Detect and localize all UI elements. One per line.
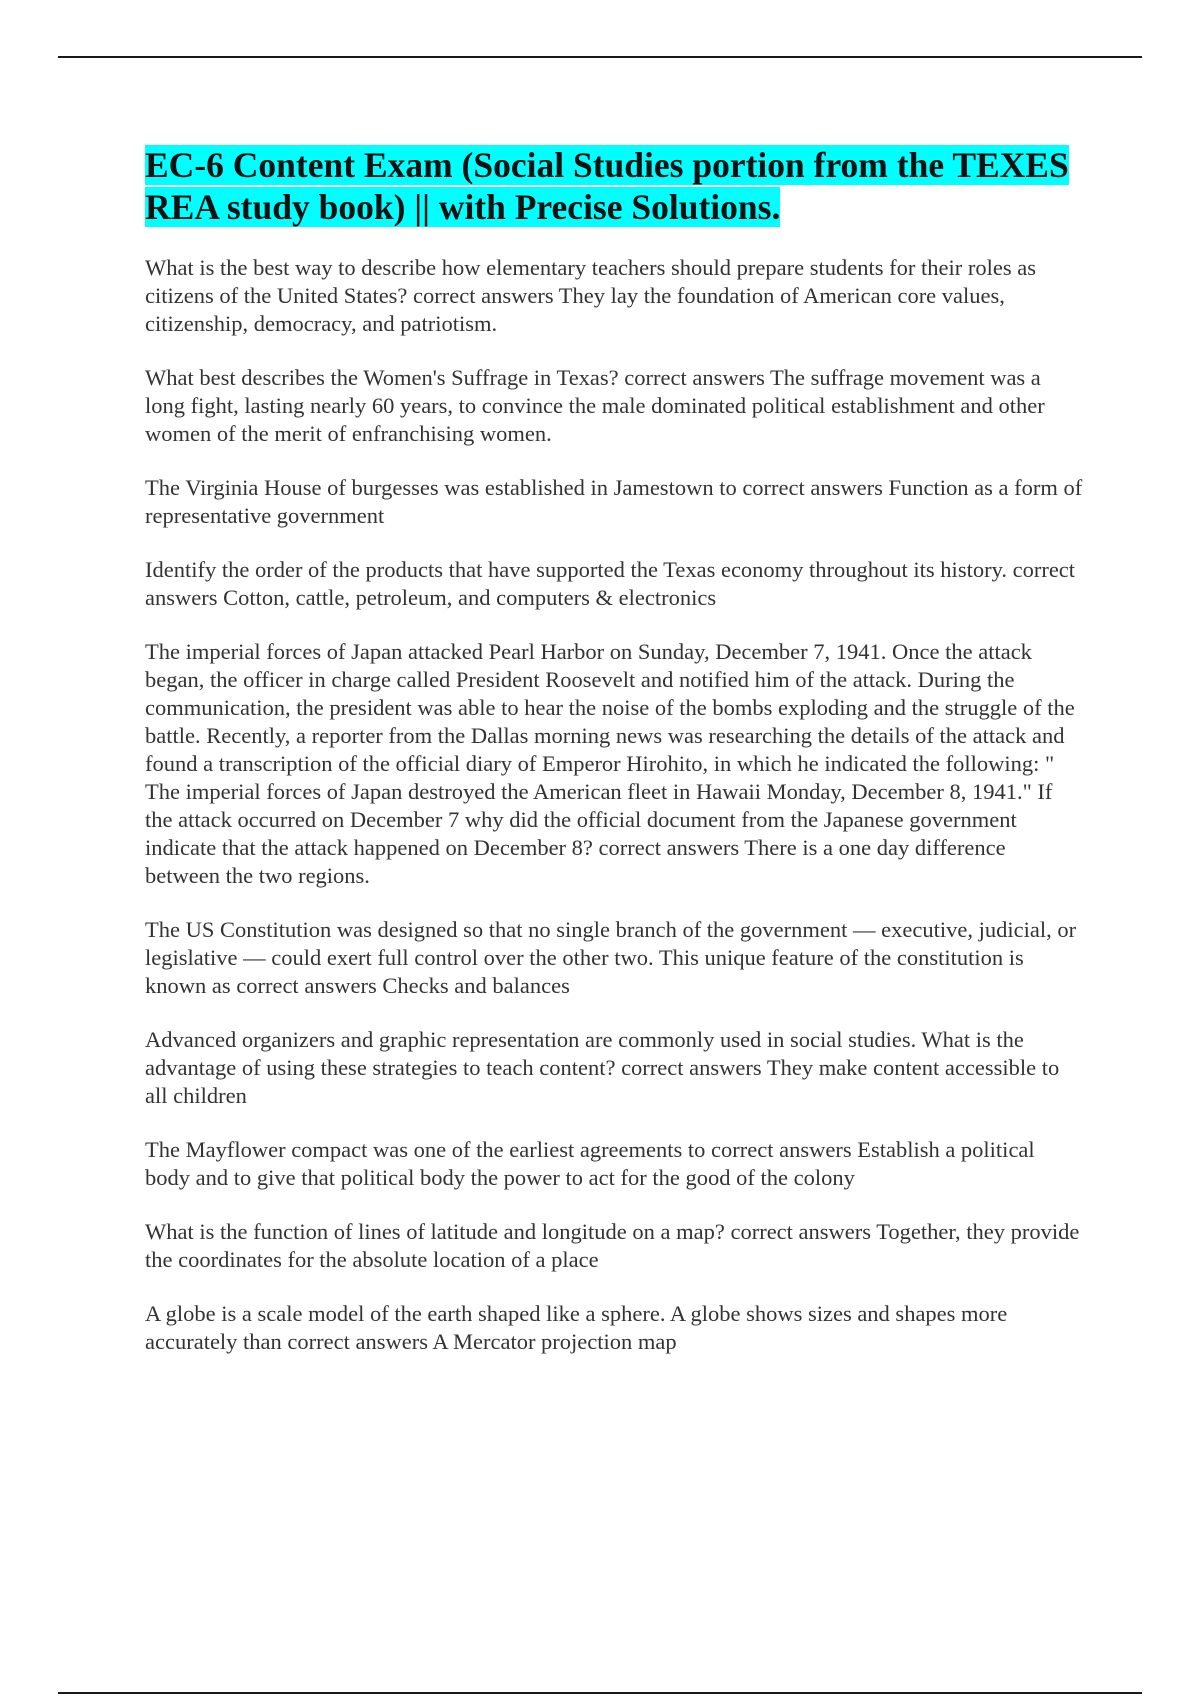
qa-item: A globe is a scale model of the earth shaped like a sphere. A globe shows sizes and shapes more accurately than correct answers A Mercator projection map xyxy=(145,1301,1008,1354)
document-title xyxy=(145,144,1085,228)
qa-item: The Mayflower compact was one of the earliest agreements to correct answers Establish a political body and to give that political body the power to act for the good of the colony xyxy=(145,1137,1035,1190)
footer-rule xyxy=(58,1692,1142,1694)
qa-item: The US Constitution was designed so that no single branch of the government — executive, judicial, or legislative — could exert full control over the other two. This unique feature of the constitution is known as correct answers Checks and balances xyxy=(145,917,1077,998)
qa-item: The imperial forces of Japan attacked Pearl Harbor on Sunday, December 7, 1941. Once the attack began, the officer in charge called President Roosevelt and notified him of the attack. During the communication, the president was able to hear the noise of the bombs exploding and the struggle of the battle. Recently, a reporter from the Dallas morning news was researching the details of the attack and found a transcription of the official diary of Emperor Hirohito, in which he indicated the following: " The imperial forces of Japan destroyed the American fleet in Hawaii Monday, December 8, 1941." If the attack occurred on December 7 why did the official document from the Japanese government indicate that the attack happened on December 8? correct answers There is a one day difference between the two regions. xyxy=(145,639,1075,888)
qa-item: What best describes the Women's Suffrage in Texas? correct answers The suffrage movement was a long fight, lasting nearly 60 years, to convince the male dominated political establishment and other women of the merit of enfranchising women. xyxy=(145,365,1045,446)
qa-item: What is the function of lines of latitude and longitude on a map? correct answers Together, they provide the coordinates for the absolute location of a place xyxy=(145,1219,1080,1272)
qa-item: Advanced organizers and graphic representation are commonly used in social studies. What is the advantage of using these strategies to teach content? correct answers They make content accessible to all children xyxy=(145,1027,1060,1108)
document-body xyxy=(145,144,1085,1382)
document-title-highlight: EC-6 Content Exam (Social Studies portion from the TEXES REA study book) || with Precise Solutions. xyxy=(145,145,1069,227)
qa-item: Identify the order of the products that have supported the Texas economy throughout its history. correct answers Cotton, cattle, petroleum, and computers & electronics xyxy=(145,557,1076,610)
header-rule xyxy=(58,56,1142,58)
qa-item: The Virginia House of burgesses was established in Jamestown to correct answers Function as a form of representative government xyxy=(145,475,1083,528)
qa-item: What is the best way to describe how elementary teachers should prepare students for their roles as citizens of the United States? correct answers They lay the foundation of American core values, citizenship, democracy, and patriotism. xyxy=(145,255,1036,336)
